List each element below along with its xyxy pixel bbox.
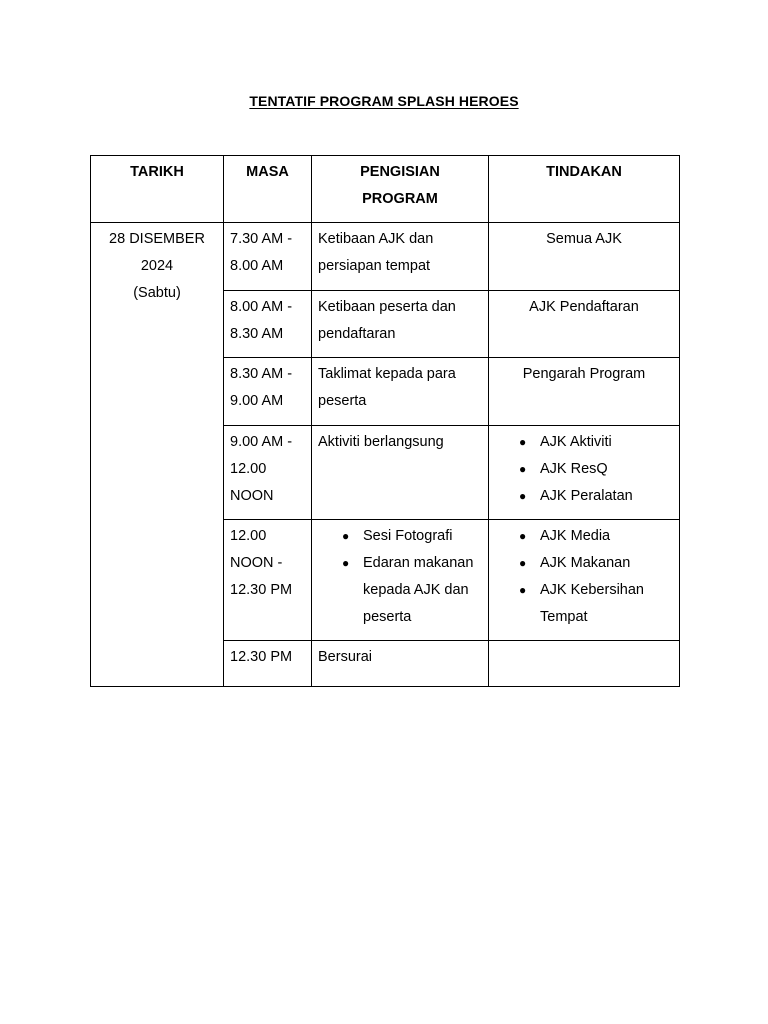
list-item xyxy=(318,523,482,550)
masa-line: 12.00 xyxy=(230,461,267,477)
pengisian-line: Taklimat kepada para xyxy=(318,366,456,382)
bullet-icon: ● xyxy=(519,435,527,449)
pengisian-cell: Aktiviti berlangsung xyxy=(312,426,489,520)
pengisian-line: Ketibaan peserta dan xyxy=(318,299,456,315)
masa-line: 8.00 AM - xyxy=(230,299,293,315)
list-item-text: AJK Peralatan xyxy=(540,488,633,504)
list-item-text: AJK ResQ xyxy=(540,461,608,477)
list-item xyxy=(495,483,673,510)
bullet-icon: ● xyxy=(342,529,350,543)
table-header-row xyxy=(91,156,680,223)
masa-cell xyxy=(224,520,312,641)
tindakan-cell: Pengarah Program xyxy=(489,358,680,426)
header-tarikh: TARIKH xyxy=(91,156,224,223)
bullet-icon: ● xyxy=(519,462,527,476)
list-item xyxy=(495,456,673,483)
tindakan-cell: Semua AJK xyxy=(489,223,680,291)
date-line2: 2024 xyxy=(140,258,174,274)
list-item xyxy=(495,523,673,550)
masa-line: 9.00 AM xyxy=(230,393,284,409)
masa-cell xyxy=(224,223,312,291)
list-item xyxy=(495,550,673,577)
header-tindakan: TINDAKAN xyxy=(489,156,680,223)
list-item xyxy=(495,429,673,456)
pengisian-cell xyxy=(312,358,489,426)
pengisian-cell: Bersurai xyxy=(312,641,489,687)
header-pengisian-line1: PENGISIAN xyxy=(360,164,440,180)
pengisian-line: persiapan tempat xyxy=(318,258,431,274)
bullet-icon: ● xyxy=(519,583,527,597)
masa-line: 9.00 AM - xyxy=(230,434,293,450)
list-item-line: Edaran makanan xyxy=(363,555,474,571)
list-item xyxy=(495,577,673,631)
masa-line: NOON xyxy=(230,488,274,504)
masa-line: NOON - xyxy=(230,555,283,571)
tindakan-list xyxy=(495,523,673,631)
document-title-text: TENTATIF PROGRAM SPLASH HEROES xyxy=(249,93,519,109)
bullet-icon: ● xyxy=(342,556,350,570)
bullet-icon: ● xyxy=(519,529,527,543)
list-item-line: AJK Kebersihan xyxy=(540,582,644,598)
tindakan-cell xyxy=(489,520,680,641)
pengisian-list xyxy=(318,523,482,631)
masa-cell xyxy=(224,358,312,426)
pengisian-line: pendaftaran xyxy=(318,326,396,342)
list-item-line: peserta xyxy=(363,609,412,625)
pengisian-line: peserta xyxy=(318,393,367,409)
schedule-table xyxy=(90,155,680,687)
bullet-icon: ● xyxy=(519,489,527,503)
masa-cell xyxy=(224,291,312,358)
pengisian-cell xyxy=(312,291,489,358)
masa-cell: 12.30 PM xyxy=(224,641,312,687)
document-title xyxy=(0,93,768,109)
masa-line: 12.30 PM xyxy=(230,582,293,598)
masa-line: 7.30 AM - xyxy=(230,231,293,247)
pengisian-cell xyxy=(312,223,489,291)
tindakan-cell xyxy=(489,426,680,520)
bullet-icon: ● xyxy=(519,556,527,570)
list-item-text: AJK Aktiviti xyxy=(540,434,612,450)
list-item xyxy=(318,550,482,631)
date-cell xyxy=(91,223,224,687)
date-line1: 28 DISEMBER xyxy=(109,231,205,247)
masa-line: 8.30 AM xyxy=(230,326,284,342)
masa-line: 8.30 AM - xyxy=(230,366,293,382)
header-pengisian xyxy=(312,156,489,223)
list-item-text: Sesi Fotografi xyxy=(363,528,453,544)
list-item-line: Tempat xyxy=(540,609,588,625)
tindakan-cell xyxy=(489,641,680,687)
list-item-text: AJK Makanan xyxy=(540,555,631,571)
tindakan-cell: AJK Pendaftaran xyxy=(489,291,680,358)
header-masa: MASA xyxy=(224,156,312,223)
table-row xyxy=(91,223,680,291)
list-item-text: AJK Media xyxy=(540,528,611,544)
list-item-line: kepada AJK dan xyxy=(363,582,469,598)
pengisian-cell xyxy=(312,520,489,641)
header-pengisian-line2: PROGRAM xyxy=(362,191,438,207)
masa-line: 8.00 AM xyxy=(230,258,284,274)
tindakan-list xyxy=(495,429,673,510)
masa-line: 12.00 xyxy=(230,528,267,544)
masa-cell xyxy=(224,426,312,520)
pengisian-line: Ketibaan AJK dan xyxy=(318,231,434,247)
date-line3: (Sabtu) xyxy=(133,285,181,301)
